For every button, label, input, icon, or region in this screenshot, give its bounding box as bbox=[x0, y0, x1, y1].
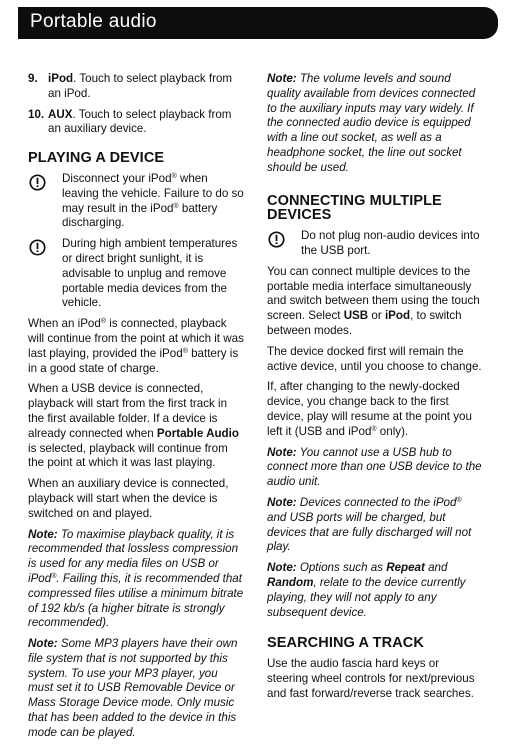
section-title: Portable audio bbox=[30, 11, 157, 32]
warning-icon bbox=[267, 229, 301, 259]
paragraph-ipod-connected: When an iPod® is connected, playback will continue from the point at which it was last playing, provided the iPod® battery is in a good state of charge. bbox=[28, 317, 244, 375]
list-item-ipod: 9. iPod. Touch to select playback from an iPod. bbox=[28, 72, 233, 100]
note-device-charging: Note: Devices connected to the iPod® and USB ports will be charged, but devices that are fully discharged will not play. bbox=[267, 495, 472, 554]
paragraph-aux-connected: When an auxiliary device is connected, playback will start when the device is switched on and played. bbox=[28, 477, 229, 520]
section-header-bar bbox=[18, 7, 498, 39]
list-item-aux: 10. AUX. Touch to select playback from an auxiliary device. bbox=[28, 107, 232, 136]
note-usb-hub: Note: You cannot use a USB hub to connect more than one USB device to the audio unit. bbox=[267, 445, 482, 489]
left-column bbox=[28, 72, 244, 747]
heading-searching-a-track: SEARCHING A TRACK bbox=[267, 635, 424, 652]
warning-disconnect-ipod: Disconnect your iPod® when leaving the vehicle. Failure to do so may result in the iPod® battery discharging. bbox=[28, 172, 244, 231]
warning-non-audio-devices: Do not plug non-audio devices into the USB port. bbox=[267, 229, 483, 259]
note-repeat-random: Note: Options such as Repeat and Random, relate to the device currently playing, they will not apply to any subsequent device. bbox=[267, 561, 466, 619]
paragraph-device-docked-first: The device docked first will remain the active device, until you choose to change. bbox=[267, 344, 482, 373]
paragraph-multiple-devices: You can connect multiple devices to the portable media interface simultaneously and switch between them using the touch screen. Select USB or iPod, to switch between modes. bbox=[267, 264, 480, 337]
right-column bbox=[267, 72, 483, 707]
paragraph-usb-connected: When a USB device is connected, playback will start from the first track in the first available folder. If a device is already connected when Portable Audio is selected, playback will continue from the point at which it was last playing. bbox=[28, 382, 239, 470]
heading-connecting-multiple-devices: CONNECTING MULTIPLE DEVICES bbox=[267, 192, 442, 224]
heading-playing-a-device: PLAYING A DEVICE bbox=[28, 150, 165, 167]
warning-icon bbox=[28, 237, 62, 311]
warning-icon bbox=[28, 172, 62, 231]
paragraph-resume-playback: If, after changing to the newly-docked device, you change back to the first device, play will resume at the point you left it (USB and iPod® only). bbox=[267, 380, 472, 438]
warning-high-temperature: During high ambient temperatures or direct bright sunlight, it is advisable to unplug and remove portable media devices from the vehicle. bbox=[28, 237, 244, 311]
note-playback-quality: Note: To maximise playback quality, it is recommended that lossless compression is used for any media files on USB or iPod®. Failing this, it is recommended that compressed files utilise a minimum bitrate of 192 kb/s (a higher bitrate is strongly recommended). bbox=[28, 527, 244, 630]
paragraph-track-search: Use the audio fascia hard keys or steering wheel controls for next/previous and fast forward/reverse track searches. bbox=[267, 657, 475, 700]
note-volume-levels: Note: The volume levels and sound quality available from devices connected to the auxiliary inputs may vary widely. If the connected audio device is equipped with a line out socket, as well as a headphone socket, the line out socket should be used. bbox=[267, 72, 476, 174]
note-mp3-players: Note: Some MP3 players have their own file system that is not supported by this system. To use your MP3 player, you must set it to USB Removable Device or Mass Storage Device mode. Only music that has been added to the device in this mode can be played. bbox=[28, 637, 238, 739]
